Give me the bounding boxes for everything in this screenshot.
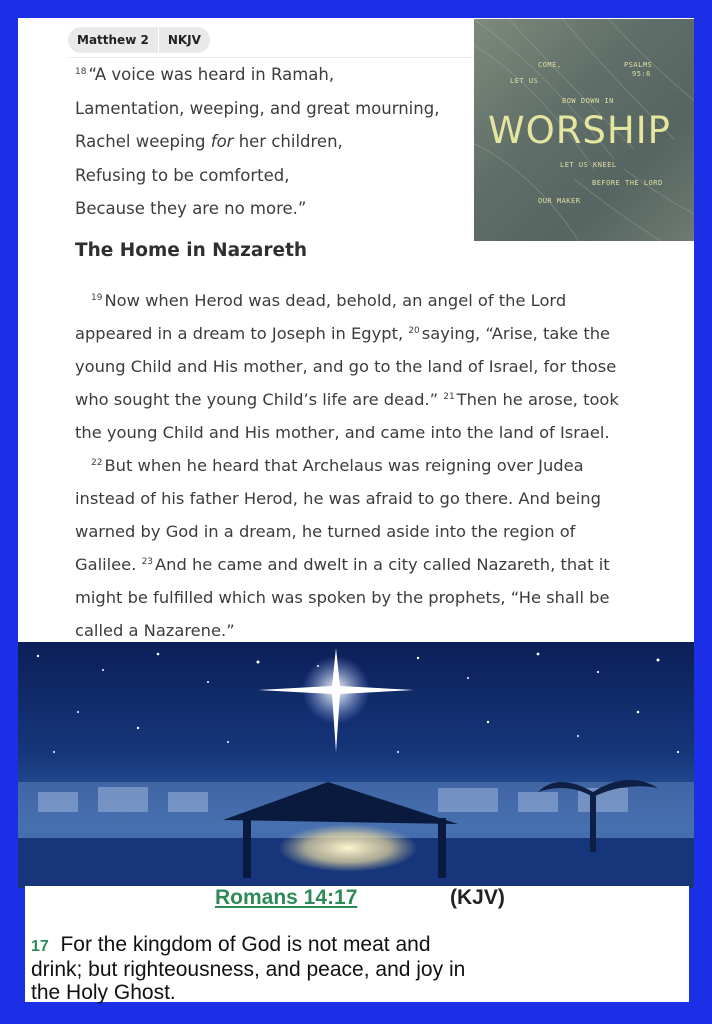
romans-verse-card: [25, 886, 689, 1002]
poem-line-rest: her children,: [233, 132, 343, 151]
verse-text: young Child and His mother, and go to the land of Israel, for those: [75, 357, 617, 376]
verse-text: Then he arose, took: [456, 390, 619, 409]
verse-text: [31, 933, 686, 1004]
poem-line: Lamentation, weeping, and great mourning,: [75, 98, 440, 118]
poem-line: “A voice was heard in Ramah,: [88, 65, 335, 84]
text-bow: BOW DOWN IN: [562, 97, 614, 105]
book-chapter-label[interactable]: Matthew 2: [77, 33, 149, 47]
verse-number: 17: [31, 938, 49, 955]
poem-verse-18: [75, 58, 439, 226]
verse-text: saying, “Arise, take the: [421, 324, 611, 343]
verse-line: the Holy Ghost.: [31, 981, 176, 1004]
verse-text: But when he heard that Archelaus was reigning over Judea: [104, 456, 584, 475]
version-label[interactable]: NKJV: [167, 33, 201, 47]
verse-text: Galilee.: [75, 555, 142, 574]
verse-line: For the kingdom of God is not meat and: [60, 933, 431, 956]
section-heading: The Home in Nazareth: [75, 240, 308, 261]
verse-number: 19: [91, 293, 103, 303]
verse-reference-link[interactable]: Romans 14:17: [215, 886, 358, 909]
text-psalms: PSALMS: [624, 61, 653, 69]
poem-line: Refusing to be comforted,: [75, 165, 290, 185]
text-let-us: LET US: [510, 77, 539, 85]
verse-text: might be fulfilled which was spoken by the prophets, “He shall be: [75, 588, 610, 607]
text-before: BEFORE THE LORD: [592, 179, 663, 187]
verse-text: Now when Herod was dead, behold, an angel of the Lord: [104, 291, 567, 310]
verse-text: appeared in a dream to Joseph in Egypt,: [75, 324, 409, 343]
verse-text: the young Child and His mother, and came into the land of Israel.: [75, 423, 610, 442]
verse-number: 23: [141, 557, 154, 567]
scripture-body: [75, 284, 675, 642]
verse-number: 21: [443, 392, 455, 402]
verse-line: drink; but righteousness, and peace, and joy in: [31, 958, 466, 981]
worship-title: WORSHIP: [488, 109, 671, 152]
verse-text: called a Nazarene.”: [75, 621, 235, 640]
version-label: (KJV): [450, 886, 505, 909]
verse-text: instead of his father Herod, he was afraid to go there. And being: [75, 489, 601, 508]
verse-text: And he came and dwelt in a city called Nazareth, that it: [155, 555, 610, 574]
verse-text: warned by God in a dream, he turned aside into the region of: [75, 522, 576, 541]
verse-number: 22: [91, 458, 103, 468]
text-kneel: LET US KNEEL: [560, 161, 617, 169]
nativity-scene: [18, 642, 694, 888]
star-of-bethlehem-icon: [258, 648, 414, 752]
text-psalm-ref: 95:6: [632, 70, 651, 78]
worship-image: [474, 19, 694, 241]
verse-number: 18: [75, 67, 87, 77]
text-maker: OUR MAKER: [538, 197, 581, 205]
poem-line: Because they are no more.”: [75, 199, 307, 218]
poem-line: Rachel weeping: [75, 132, 211, 151]
verse-number: 20: [408, 326, 420, 336]
reference-pill[interactable]: [68, 27, 210, 53]
verse-text: who sought the young Child’s life are dead.”: [75, 390, 444, 409]
text-come: COME,: [538, 61, 562, 69]
nativity-image: [18, 642, 694, 888]
italic-word: for: [210, 132, 234, 151]
